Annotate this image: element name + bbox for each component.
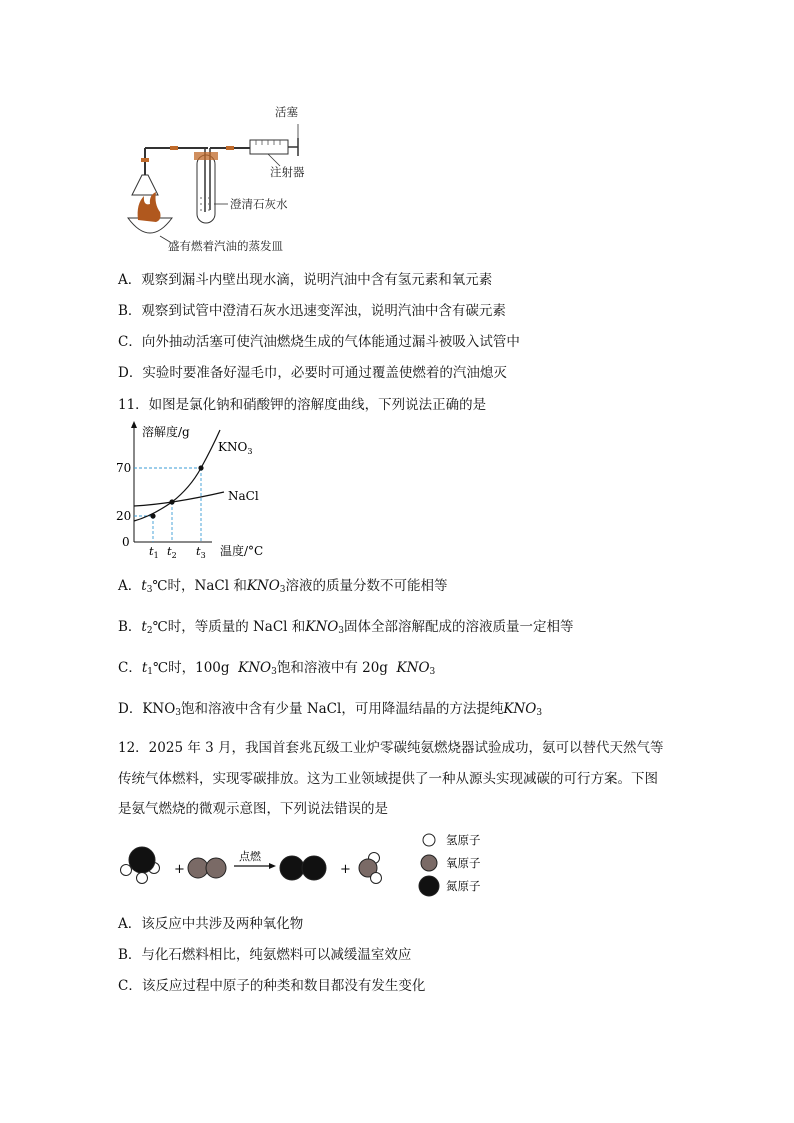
ytick-20: 20 (116, 509, 132, 523)
plus-sign-2: + (340, 862, 351, 877)
x-axis-label: 温度/°C (220, 544, 264, 558)
q10-option-b: B．观察到试管中澄清石灰水迅速变浑浊，说明汽油中含有碳元素 (118, 303, 506, 319)
legend (419, 834, 439, 896)
apparatus-figure (110, 100, 330, 260)
funnel (132, 175, 158, 195)
molecule-ammonia (121, 847, 160, 884)
q10-option-a: A．观察到漏斗内壁出现水滴，说明汽油中含有氢元素和氧元素 (118, 272, 493, 288)
q11-option-d: D．$KNO_3$饱和溶液中含有少量 NaCl，可用降温结晶的方法提纯$KNO_3$ (118, 701, 543, 718)
q10-option-c: C．向外抽动活塞可使汽油燃烧生成的气体能通过漏斗被吸入试管中 (118, 334, 520, 350)
q12-stem-line-1: 12．2025 年 3 月，我国首套兆瓦级工业炉零碳纯氨燃烧器试验成功，氨可以替代天然气等 (118, 740, 664, 756)
q11-option-a: A．$t_3℃$时，NaCl 和$KNO_3$溶液的质量分数不可能相等 (118, 578, 448, 595)
y-axis-label: 溶解度/g (142, 425, 190, 439)
legend-oxygen-label: 氧原子 (446, 856, 481, 870)
series-kno3-label: $KNO_3$ (218, 440, 253, 456)
series-nacl-curve (134, 492, 224, 506)
q11-option-b: B．$t_2℃$时，等质量的 NaCl 和$KNO_3$固体全部溶解配成的溶液质量一定相等 (118, 619, 574, 636)
ytick-70: 70 (116, 461, 132, 475)
xtick-t3: $t_3$ (196, 544, 206, 560)
arrow-label: 点燃 (239, 850, 261, 863)
point-t3 (198, 465, 203, 470)
point-t2 (169, 499, 174, 504)
legend-nitrogen-label: 氮原子 (446, 879, 481, 893)
plus-sign-1: + (174, 862, 185, 877)
point-t1 (150, 513, 155, 518)
q12-option-b: B．与化石燃料相比，纯氨燃料可以减缓温室效应 (118, 947, 412, 963)
molecule-water (359, 853, 382, 884)
q10-option-d: D．实验时要准备好湿毛巾，必要时可通过覆盖使燃着的汽油熄灭 (118, 365, 507, 381)
ytick-0: 0 (122, 535, 130, 549)
reaction-diagram (112, 826, 532, 898)
syringe-label: 注射器 (270, 165, 305, 179)
xtick-t2: $t_2$ (167, 544, 177, 560)
q11-stem: 11．如图是氯化钠和硝酸钾的溶解度曲线，下列说法正确的是 (118, 397, 487, 413)
solubility-chart (112, 418, 282, 563)
dish-label: 盛有燃着汽油的蒸发皿 (168, 239, 283, 253)
molecule-nitrogen (280, 856, 326, 880)
piston-label: 活塞 (275, 105, 298, 119)
legend-oxygen-swatch (421, 855, 437, 871)
series-kno3-curve (134, 430, 220, 521)
xtick-t1: $t_1$ (149, 544, 159, 560)
molecule-oxygen (188, 858, 226, 878)
q12-option-c: C．该反应过程中原子的种类和数目都没有发生变化 (118, 978, 426, 994)
legend-nitrogen-swatch (419, 876, 439, 896)
legend-hydrogen-label: 氢原子 (446, 833, 481, 847)
q12-stem-line-3: 是氨气燃烧的微观示意图，下列说法错误的是 (118, 801, 388, 817)
q11-option-c: C．$t_1℃$时，100g $KNO_3$饱和溶液中有 20g $KNO_3$ (118, 660, 436, 677)
flame (138, 192, 161, 222)
legend-hydrogen-swatch (423, 834, 435, 846)
limewater-label: 澄清石灰水 (230, 197, 288, 211)
test-tube (197, 155, 215, 223)
q12-option-a: A．该反应中共涉及两种氧化物 (118, 916, 304, 932)
series-nacl-label: NaCl (228, 489, 259, 503)
q12-stem-line-2: 传统气体燃料，实现零碳排放。这为工业领域提供了一种从源头实现减碳的可行方案。下图 (118, 771, 658, 787)
